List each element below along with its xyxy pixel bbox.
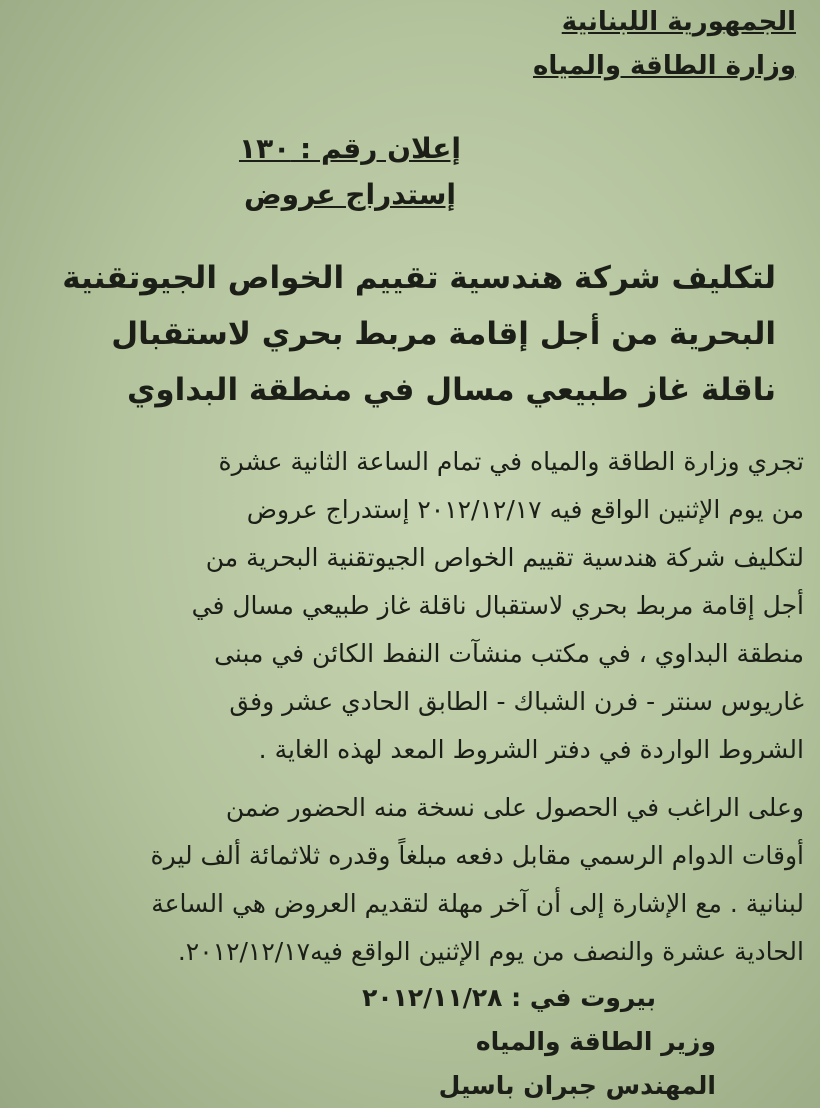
signer-name: المهندس جبران باسيل xyxy=(438,1071,716,1100)
body-line: تجري وزارة الطاقة والمياه في تمام الساعة الثانية عشرة xyxy=(218,447,804,476)
body-line: لبنانية . مع الإشارة إلى أن آخر مهلة لتقديم العروض هي الساعة xyxy=(151,889,804,918)
announcement-body xyxy=(4,438,804,976)
body-line: لتكليف شركة هندسية تقييم الخواص الجيوتقنية البحرية من xyxy=(205,543,804,572)
subject-line: ناقلة غاز طبيعي مسال في منطقة البداوي xyxy=(126,372,776,408)
issue-date: بيروت في : ٢٠١٢/١١/٢٨ xyxy=(362,983,656,1012)
republic-name: الجمهورية اللبنانية xyxy=(561,7,796,37)
subject-line: البحرية من أجل إقامة مربط بحري لاستقبال xyxy=(111,316,776,352)
announcement-title xyxy=(0,126,820,218)
subject-line: لتكليف شركة هندسية تقييم الخواص الجيوتقنية xyxy=(62,260,776,296)
body-line: منطقة البداوي ، في مكتب منشآت النفط الكائن في مبنى xyxy=(214,639,804,668)
announcement-type: إستدراج عروض xyxy=(244,178,456,211)
body-line: غاريوس سنتر - فرن الشباك - الطابق الحادي عشر وفق xyxy=(229,687,804,716)
body-line: الشروط الواردة في دفتر الشروط المعد لهذه الغاية . xyxy=(258,735,804,764)
body-line: من يوم الإثنين الواقع فيه ٢٠١٢/١٢/١٧ إستدراج عروض xyxy=(246,495,804,524)
signature-block xyxy=(362,976,796,1108)
signer-title: وزير الطاقة والمياه xyxy=(475,1027,716,1056)
ministry-name: وزارة الطاقة والمياه xyxy=(532,51,796,81)
body-line: وعلى الراغب في الحصول على نسخة منه الحضور ضمن xyxy=(225,793,804,822)
announcement-number: إعلان رقم : ١٣٠ xyxy=(238,132,461,165)
letterhead xyxy=(533,0,796,88)
body-paragraph-1 xyxy=(4,438,804,774)
body-paragraph-2 xyxy=(4,784,804,976)
body-line: أوقات الدوام الرسمي مقابل دفعه مبلغاً وقدره ثلاثمائة ألف ليرة xyxy=(150,841,804,870)
announcement-subject xyxy=(56,250,776,418)
body-line: أجل إقامة مربط بحري لاستقبال ناقلة غاز طبيعي مسال في xyxy=(191,591,804,620)
body-line: الحادية عشرة والنصف من يوم الإثنين الواقع فيه٢٠١٢/١٢/١٧. xyxy=(177,937,804,966)
